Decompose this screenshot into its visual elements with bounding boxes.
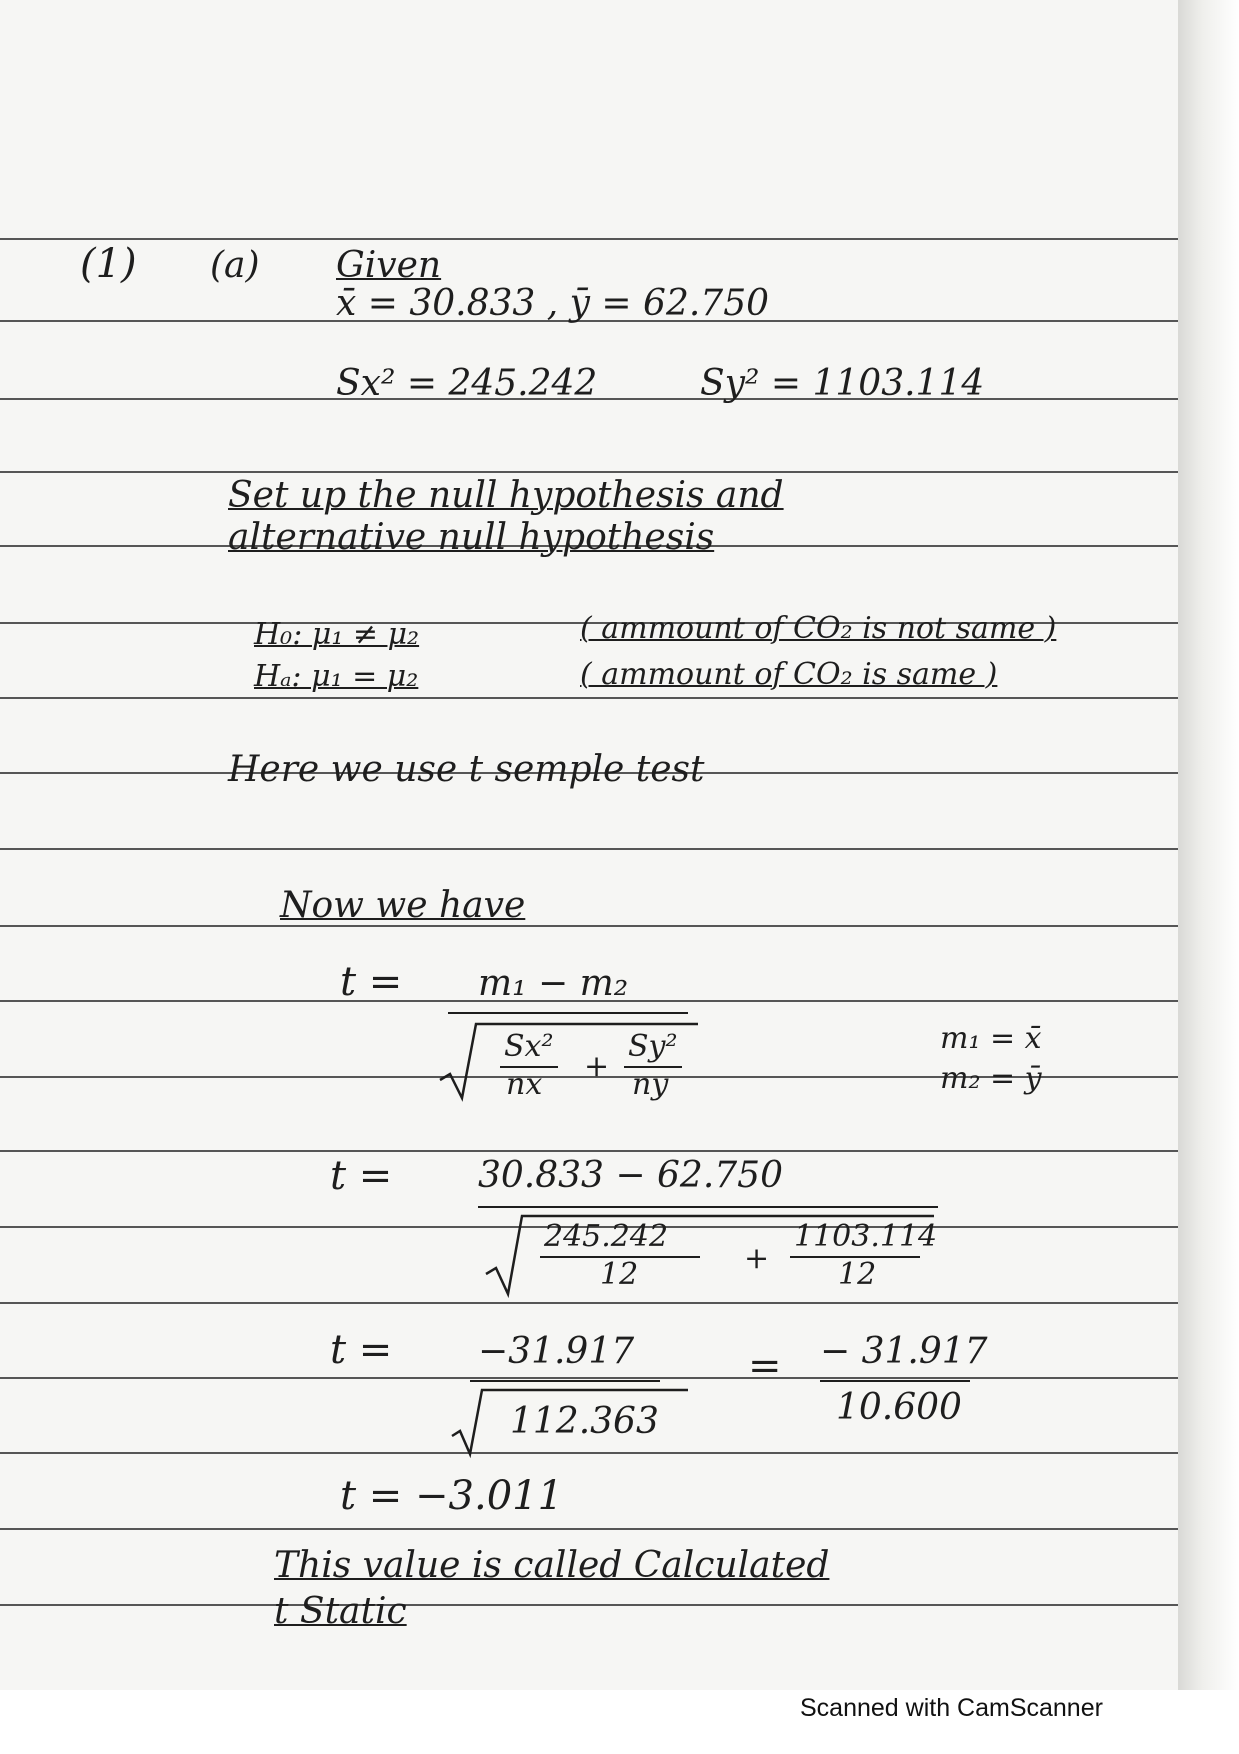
formula-den-term2-den: ny [632, 1067, 669, 1102]
step1-den-b-n: 12 [838, 1257, 877, 1292]
step2-numerator: −31.917 [478, 1331, 635, 1372]
step1-den-a-value: 245.242 [544, 1219, 669, 1254]
t-label-formula: t = [340, 959, 403, 1005]
t-result: t = −3.011 [340, 1473, 564, 1519]
alternative-hypothesis-note: ( ammount of CO₂ is same ) [580, 657, 998, 692]
step1-den-a-n: 12 [600, 1257, 639, 1292]
step2-equals: = [748, 1343, 782, 1389]
side-note-m1: m₁ = x̄ [940, 1021, 1042, 1056]
t-label-step1: t = [330, 1153, 393, 1199]
ruled-line [0, 1150, 1178, 1152]
formula-fraction-bar [448, 1012, 688, 1014]
conclusion-line1: This value is called Calculated [274, 1545, 830, 1586]
test-choice-line: Here we use t semple test [228, 749, 705, 790]
step1-den-b-value: 1103.114 [794, 1219, 938, 1254]
given-means: x̄ = 30.833 , ȳ = 62.750 [336, 283, 770, 324]
ruled-line [0, 1377, 1178, 1379]
ruled-line [0, 697, 1178, 699]
conclusion-line2: t Static [274, 1591, 407, 1632]
t-label-step2: t = [330, 1327, 393, 1373]
step1-numerator: 30.833 − 62.750 [478, 1155, 783, 1196]
formula-den-term1-num: Sx² [504, 1029, 554, 1064]
question-number: (1) [80, 241, 137, 287]
ruled-line [0, 238, 1178, 240]
given-variance-x: Sx² = 245.242 [336, 363, 598, 404]
formula-den-term2-num: Sy² [628, 1029, 678, 1064]
alternative-hypothesis: Hₐ: μ₁ = μ₂ [254, 659, 419, 694]
ruled-line [0, 1528, 1178, 1530]
step2-right-denominator: 10.600 [836, 1387, 962, 1428]
page-edge-shadow [1178, 0, 1239, 1690]
ruled-line [0, 471, 1178, 473]
step2-right-numerator: − 31.917 [820, 1331, 988, 1372]
step2-fraction-bar [470, 1380, 660, 1382]
ruled-line [0, 1302, 1178, 1304]
ruled-line [0, 925, 1178, 927]
ruled-line [0, 1604, 1178, 1606]
scanner-watermark: Scanned with CamScanner [800, 1694, 1103, 1722]
now-we-have: Now we have [280, 885, 526, 926]
step1-fraction-bar [478, 1206, 938, 1208]
formula-den-plus: + [584, 1049, 610, 1084]
formula-numerator: m₁ − m₂ [478, 963, 629, 1004]
step2-denominator: 112.363 [510, 1401, 659, 1442]
null-hypothesis-note: ( ammount of CO₂ is not same ) [580, 611, 1057, 646]
step2-right-fraction-bar [820, 1380, 970, 1382]
given-variance-y: Sy² = 1103.114 [700, 363, 985, 404]
step1-den-plus: + [744, 1241, 770, 1276]
hypothesis-intro-line1: Set up the null hypothesis and [228, 475, 784, 516]
hypothesis-intro-line2: alternative null hypothesis [228, 517, 715, 558]
given-label: Given [336, 245, 442, 286]
question-part: (a) [210, 245, 260, 286]
null-hypothesis: H₀: μ₁ ≠ μ₂ [254, 617, 420, 652]
formula-den-term1-den: nx [506, 1067, 543, 1102]
ruled-line [0, 848, 1178, 850]
side-note-m2: m₂ = ȳ [940, 1061, 1042, 1096]
